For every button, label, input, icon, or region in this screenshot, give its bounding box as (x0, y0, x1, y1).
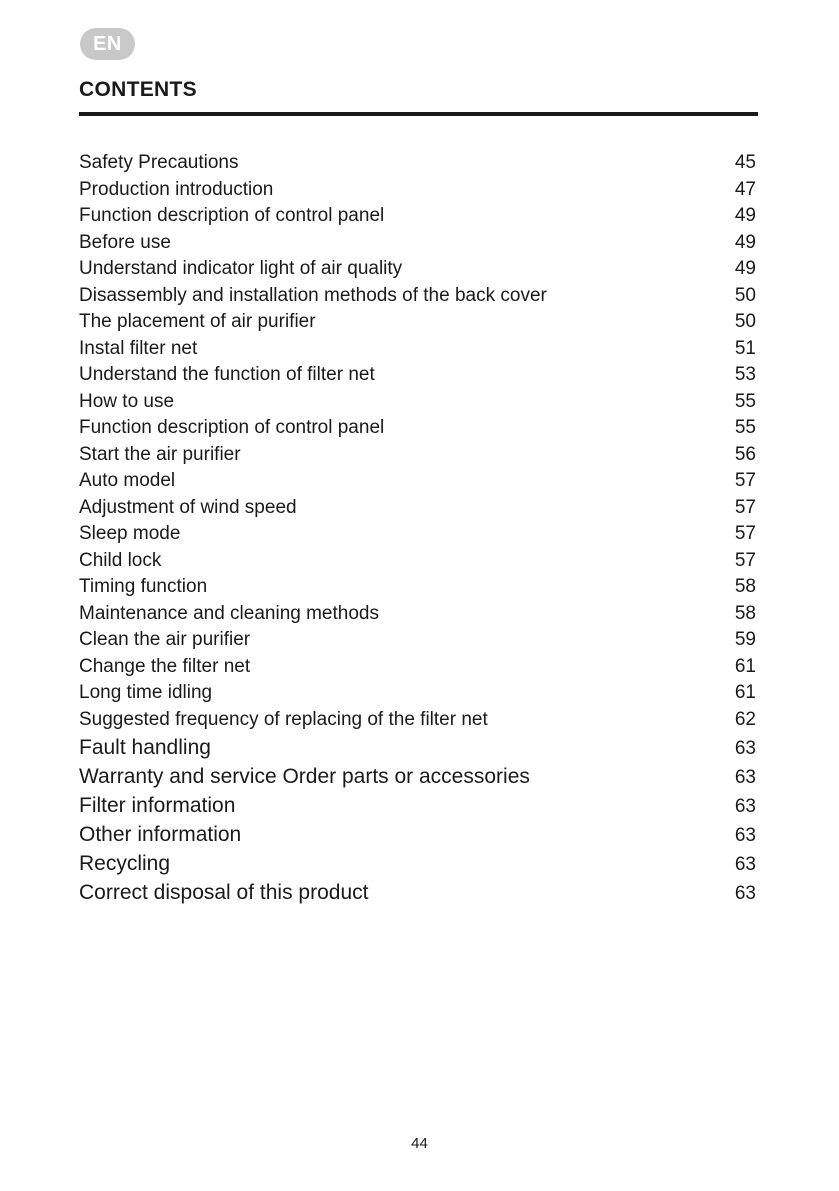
toc-entry-title: Start the air purifier (79, 443, 241, 465)
toc-entry (79, 820, 756, 849)
toc-entry (79, 627, 756, 654)
toc-entry (79, 707, 756, 734)
toc-entry (79, 654, 756, 681)
toc-entry-page: 57 (734, 549, 756, 571)
toc-entry (79, 389, 756, 416)
toc-entry-page: 53 (734, 364, 756, 385)
toc-entry-title: Instal filter net (79, 337, 198, 359)
toc-entry-title: Understand the function of filter net (79, 364, 375, 385)
toc-entry-page: 51 (734, 337, 756, 359)
toc-entry-page: 63 (734, 854, 756, 875)
toc-entry (79, 177, 756, 204)
toc-entry (79, 283, 756, 310)
toc-entry-page: 59 (734, 629, 756, 650)
toc-entry (79, 415, 756, 442)
toc-entry-title: Production introduction (79, 178, 274, 200)
toc-entry-page: 49 (734, 231, 756, 253)
toc-entry-page: 56 (734, 443, 756, 465)
toc-entry-page: 61 (734, 682, 756, 703)
toc-entry-title: Long time idling (79, 682, 213, 703)
toc-entry-title: Safety Precautions (79, 152, 239, 173)
toc-entry (79, 521, 756, 548)
toc-entry-title: Change the filter net (79, 655, 251, 677)
toc-entry-title: Recycling (79, 852, 171, 875)
toc-entry-title: Sleep mode (79, 523, 181, 544)
toc-entry-page: 50 (734, 311, 756, 332)
toc-entry-page: 47 (734, 178, 756, 200)
toc-entry (79, 849, 756, 878)
toc-entry (79, 791, 756, 820)
toc-entry-title: Understand indicator light of air quality (79, 258, 403, 279)
toc-entry-title: Filter information (79, 794, 236, 817)
toc-entry (79, 733, 756, 762)
toc-entry-page: 57 (734, 470, 756, 491)
toc-entry (79, 230, 756, 257)
toc-entry (79, 548, 756, 575)
toc-entry-title: Function description of control panel (79, 417, 385, 438)
toc-entry-title: Timing function (79, 576, 208, 597)
toc-entry (79, 150, 756, 177)
toc-entry (79, 574, 756, 601)
toc-entry-title: Correct disposal of this product (79, 881, 369, 904)
table-of-contents (79, 150, 756, 907)
toc-entry-page: 58 (734, 602, 756, 624)
toc-entry-page: 63 (734, 883, 756, 904)
toc-entry-title: Function description of control panel (79, 205, 385, 226)
language-badge: EN (80, 28, 135, 60)
toc-entry (79, 878, 756, 907)
toc-entry (79, 442, 756, 469)
toc-entry (79, 468, 756, 495)
page-number: 44 (411, 1135, 428, 1152)
toc-entry-title: Child lock (79, 549, 162, 571)
toc-entry (79, 336, 756, 363)
toc-entry-page: 57 (734, 496, 756, 518)
toc-entry-page: 50 (734, 284, 756, 306)
toc-entry-title: Fault handling (79, 736, 211, 759)
toc-entry-title: Suggested frequency of replacing of the filter net (79, 708, 488, 730)
toc-entry (79, 762, 756, 791)
toc-entry-page: 49 (734, 258, 756, 279)
toc-entry-title: Before use (79, 231, 171, 253)
toc-entry-page: 63 (734, 796, 756, 817)
toc-entry-title: Clean the air purifier (79, 629, 251, 650)
toc-entry (79, 309, 756, 336)
toc-entry-page: 63 (734, 738, 756, 759)
toc-entry-page: 63 (734, 767, 756, 788)
toc-entry-page: 55 (734, 390, 756, 412)
toc-entry-title: Disassembly and installation methods of the back cover (79, 284, 547, 306)
toc-entry (79, 601, 756, 628)
toc-entry (79, 256, 756, 283)
page-title: CONTENTS (79, 78, 197, 101)
toc-entry-title: The placement of air purifier (79, 311, 316, 332)
toc-entry-title: Maintenance and cleaning methods (79, 602, 379, 624)
title-divider (79, 112, 758, 116)
toc-entry (79, 495, 756, 522)
toc-entry-page: 61 (734, 655, 756, 677)
toc-entry-page: 49 (734, 205, 756, 226)
toc-entry-title: Auto model (79, 470, 176, 491)
toc-entry-title: Warranty and service Order parts or accessories (79, 765, 530, 788)
toc-entry-page: 55 (734, 417, 756, 438)
toc-entry-page: 58 (734, 576, 756, 597)
toc-entry-page: 62 (734, 708, 756, 730)
toc-entry (79, 362, 756, 389)
toc-entry-page: 57 (734, 523, 756, 544)
toc-entry (79, 203, 756, 230)
toc-entry-title: How to use (79, 390, 175, 412)
toc-entry (79, 680, 756, 707)
toc-entry-title: Other information (79, 823, 242, 846)
toc-entry-page: 63 (734, 825, 756, 846)
toc-entry-page: 45 (734, 152, 756, 173)
toc-entry-title: Adjustment of wind speed (79, 496, 297, 518)
